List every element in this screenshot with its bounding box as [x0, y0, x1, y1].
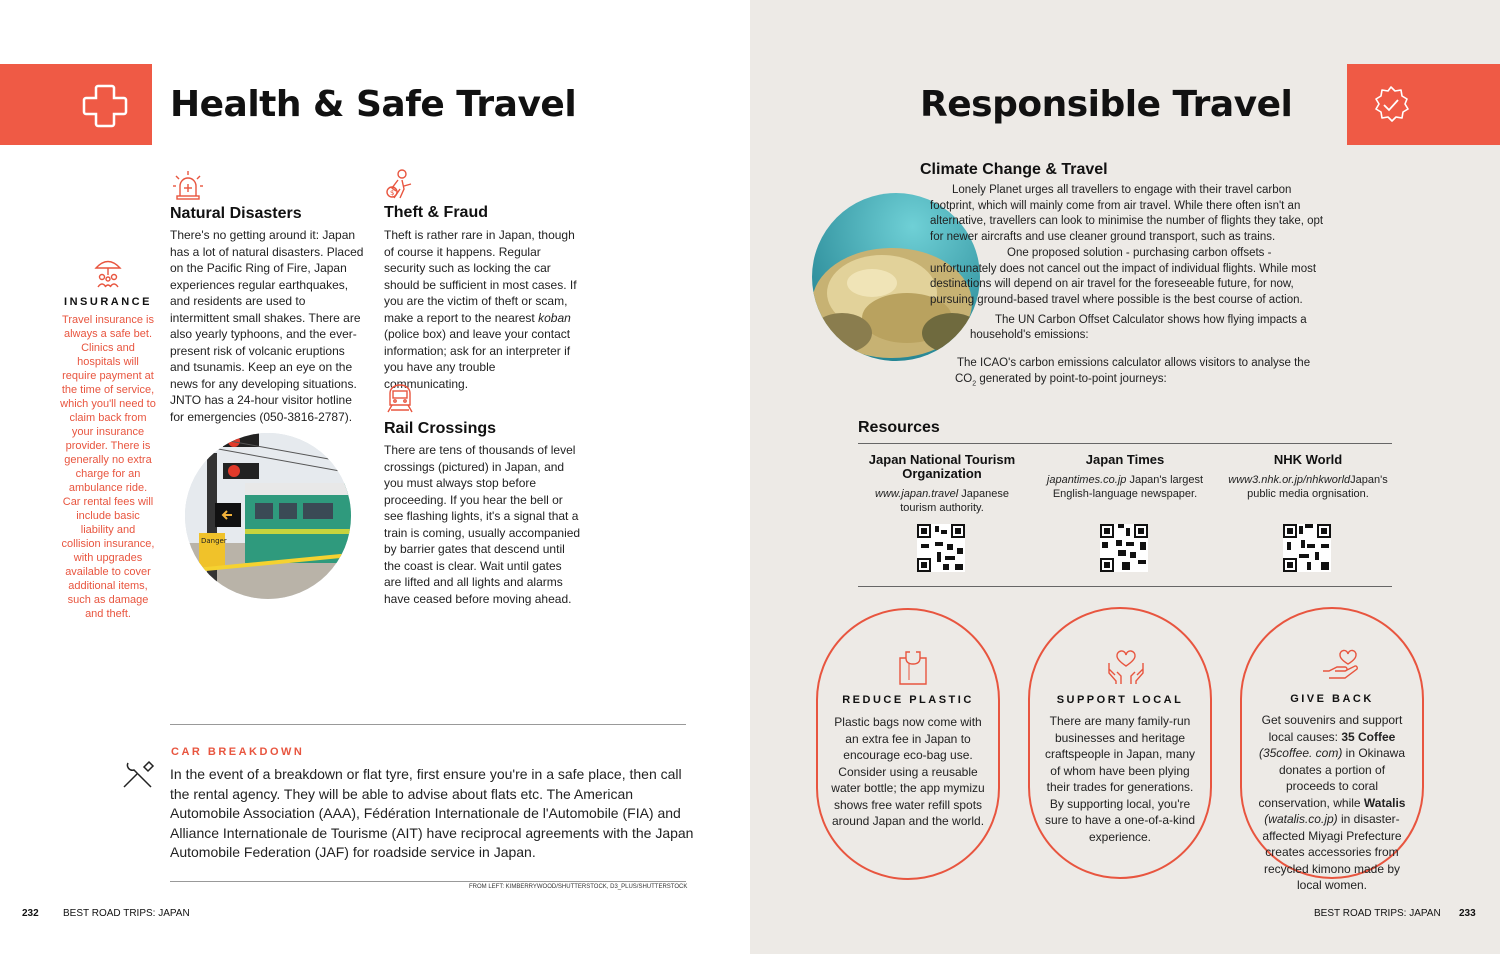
umbrella-family-icon [93, 255, 123, 289]
rail-crossing-photo [185, 433, 351, 599]
resources-bottom-rule [858, 586, 1392, 587]
insurance-heading: INSURANCE [64, 296, 152, 308]
insurance-text: Travel insurance is always a safe bet. Clinics and hospitals will require payment at the time of service, which you'll need to claim back from your insurance provider. There is generally no extra charge for an ambulance ride. Car rental fees will include basic liability and collision insurance, with upgrades available to cover additional items, such as damage and theft. [60, 314, 156, 620]
right-page [750, 0, 1500, 954]
climate-paragraph-3: The UN Carbon Offset Calculator shows how flying impacts a household's emissions: [970, 313, 1307, 342]
svg-text:$: $ [390, 189, 395, 197]
climate-heading: Climate Change & Travel [920, 161, 1108, 178]
reduce-plastic-card [816, 608, 1000, 880]
car-breakdown-heading: CAR BREAKDOWN [171, 746, 305, 758]
responsible-header-block [1347, 64, 1500, 145]
car-breakdown-bottom-rule [170, 881, 686, 882]
natural-disasters-heading: Natural Disasters [170, 205, 302, 222]
page-title: Health & Safe Travel [170, 84, 577, 125]
plastic-bag-icon [897, 650, 929, 686]
resource-jnto [858, 453, 1026, 515]
climate-paragraph-1: Lonely Planet urges all travellers to engage with their travel carbon footprint, which will mainly come from air travel. While there often isn't an alternative, travellers can look to minimise the number of flights they take, opt for newer aircrafts and use cleaner ground transport, such as trains. [930, 184, 1324, 244]
resources-heading: Resources [858, 419, 940, 436]
rail-crossings-text: There are tens of thousands of level crossings (pictured) in Japan, and you must always stop before proceeding. If you hear the bell or see flashing lights, it's a signal that a train is coming, usually accompanied by barrier gates that descend until the coast is clear. Wait until gates are lifted and all lights and alarms have ceased before moving ahead. [384, 443, 581, 606]
giving-hand-heart-icon [1321, 649, 1361, 683]
resource-title: Japan Times [1085, 452, 1165, 467]
photo-credit: FROM LEFT: KIMBERRYWOOD/SHUTTERSTOCK, D3_PLUS/SHUTTERSTOCK [469, 884, 688, 890]
train-icon [384, 383, 416, 415]
resources-top-rule [858, 443, 1392, 444]
resource-nhk-world [1224, 453, 1392, 501]
resource-link[interactable]: www3.nhk.or.jp/nhkworld [1228, 474, 1351, 486]
resource-description: japantimes.co.jp Japan's largest English-language newspaper. [1046, 474, 1204, 500]
page-number-right: 233 [1459, 908, 1476, 919]
health-header-block [0, 64, 152, 145]
page-number-left: 232 [22, 908, 39, 919]
page-title: Responsible Travel [920, 84, 1293, 125]
give-back-heading: GIVE BACK [1290, 693, 1374, 705]
rail-crossings-heading: Rail Crossings [384, 420, 497, 437]
climate-text [930, 183, 1328, 392]
car-breakdown-top-rule [170, 724, 686, 725]
qr-code-japan-times[interactable] [1100, 524, 1148, 572]
hands-heart-icon [1106, 649, 1146, 685]
resource-description: www3.nhk.or.jp/nhkworldJapan's public media orgnisation. [1228, 474, 1388, 500]
climate-paragraph-4: The ICAO's carbon emissions calculator allows visitors to analyse the $CO_2$ generated by point-to-point journeys: [955, 357, 1311, 388]
give-back-text: Get souvenirs and support local causes: 35 Coffee (35coffee. com) in Okinawa donates a portion of proceeds to coral conservation, while Watalis (watalis.co.jp) in disaster-affected Miyagi Prefecture creates accessories from recycled kimono made by local women. [1258, 713, 1406, 892]
resource-link[interactable]: www.japan.travel [875, 488, 959, 500]
wrench-screwdriver-icon [121, 760, 155, 790]
medical-cross-icon [81, 83, 129, 129]
resource-japan-times [1041, 453, 1209, 501]
car-breakdown-text: In the event of a breakdown or flat tyre, first ensure you're in a safe place, then call the rental agency. They will be able to advise about flats etc. The American Automobile Association (AAA), Fédération Internationale de l'Automobile (FIA) and Alliance Internationale de Tourisme (AIT) have reciprocal agreements with the Japan Automobile Federation (JAF) for roadside service in Japan. [170, 766, 694, 860]
natural-disasters-text: There's no getting around it: Japan has a lot of natural disasters. Placed on the Pacific Ring of Fire, Japan experiences regular earthquakes, and residents are used to intermittent small shakes. There are also yearly typhoons, and the ever-present risk of volcanic eruptions and tsunamis. Keep an eye on the news for any developing situations. JNTO has a 24-hour visitor hotline for emergencies (050-3816-2787). [170, 228, 364, 424]
thief-icon [384, 168, 418, 200]
danger-sign-text: Danger [201, 537, 227, 545]
resource-description: www.japan.travel Japanese tourism authority. [875, 488, 1009, 514]
resource-link[interactable]: japantimes.co.jp [1046, 474, 1127, 486]
footer-left: BEST ROAD TRIPS: JAPAN [63, 908, 190, 919]
support-local-heading: SUPPORT LOCAL [1056, 694, 1184, 706]
qr-code-jnto[interactable] [917, 524, 965, 572]
support-local-card [1028, 607, 1212, 879]
badge-check-icon [1370, 84, 1412, 126]
alarm-siren-icon [172, 170, 204, 200]
support-local-text: There are many family-run businesses and heritage craftspeople in Japan, many of whom have been plying their trades for generations. By supporting local, you're sure to have a one-of-a-kind experience. [1044, 714, 1196, 844]
resource-title: NHK World [1273, 452, 1343, 467]
reduce-plastic-heading: REDUCE PLASTIC [842, 694, 974, 706]
rail-crossing-illustration [185, 433, 351, 599]
climate-paragraph-2: One proposed solution - purchasing carbon offsets - unfortunately does not cancel out the impact of individual flights. While most destinations will depend on air travel for the foreseeable future, for now, pursuing ground-based travel where possible is the best course of action. [930, 246, 1317, 306]
resource-title: Japan National Tourism Organization [868, 452, 1016, 481]
theft-fraud-text: Theft is rather rare in Japan, though of course it happens. Regular security such as locking the car should be sufficient in most cases. If you are the victim of theft or scam, make a report to the nearest koban (police box) and leave your contact information; ask for an interpreter if you have any trouble communicating. [384, 228, 577, 391]
theft-fraud-heading: Theft & Fraud [384, 204, 488, 221]
reduce-plastic-text: Plastic bags now come with an extra fee in Japan to encourage eco-bag use. Consider using a reusable water bottle; the app mymizu shows free water refill spots around Japan and the world. [831, 715, 985, 828]
footer-right: BEST ROAD TRIPS: JAPAN [1314, 908, 1441, 919]
give-back-card [1240, 607, 1424, 892]
qr-code-nhk-world[interactable] [1283, 524, 1331, 572]
